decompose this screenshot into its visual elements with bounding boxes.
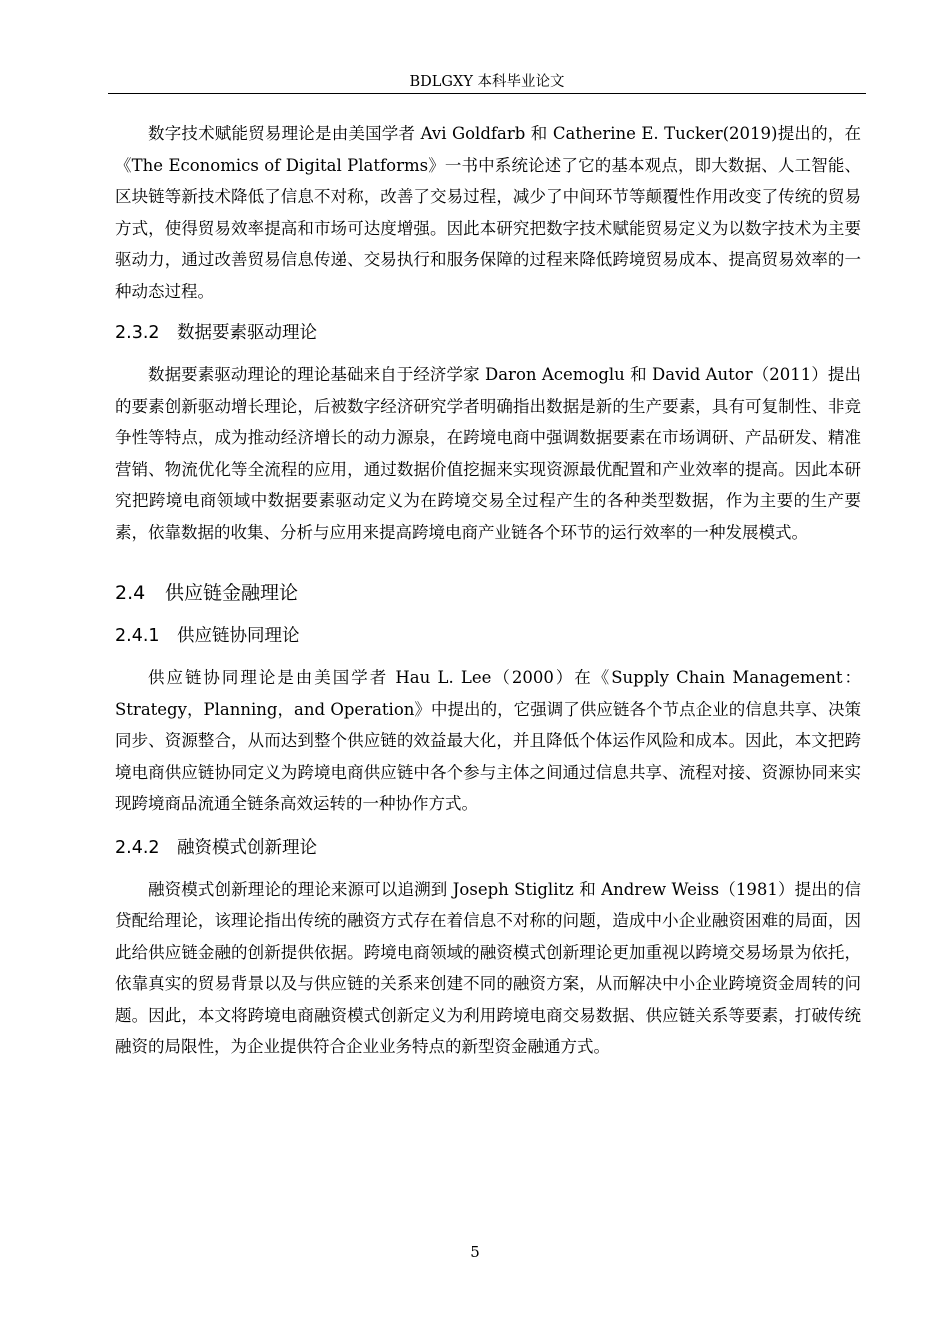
- paragraph-2-3-2: 数据要素驱动理论的理论基础来自于经济学家 Daron Acemoglu 和 David Autor（2011）提出的要素创新驱动增长理论，后被数字经济研究学者明确指出数据是新的生产要素，具有可复制性、非竞争性等特点，成为推动经济增长的动力源泉，在跨境电商中强调数据要素在市场调研、产品研发、精准营销、物流优化等全流程的应用，通过数据价值挖掘来实现资源最优配置和产业效率的提高。因此本研究把跨境电商领域中数据要素驱动定义为在跨境交易全过程产生的各种类型数据，作为主要的生产要素，依靠数据的收集、分析与应用来提高跨境电商产业链各个环节的运行效率的一种发展模式。: [115, 365, 861, 542]
- section-number: 2.4.2: [115, 837, 160, 858]
- section-number: 2.3.2: [115, 323, 160, 343]
- page-number: 5: [470, 1243, 480, 1261]
- section-title: 供应链协同理论: [177, 626, 300, 646]
- section-title: 融资模式创新理论: [177, 837, 317, 858]
- section-heading-2-4-2: [115, 834, 861, 862]
- section-number: 2.4.1: [115, 626, 160, 646]
- section-number: 2.4: [115, 582, 146, 604]
- page-body: [115, 118, 861, 1063]
- section-heading-2-4: [115, 578, 861, 608]
- paragraph-2-4-2: 融资模式创新理论的理论来源可以追溯到 Joseph Stiglitz 和 Andrew Weiss（1981）提出的信贷配给理论，该理论指出传统的融资方式存在着信息不对称的问题，造成中小企业融资困难的局面，因此给供应链金融的创新提供依据。跨境电商领域的融资模式创新理论更加重视以跨境交易场景为依托，依靠真实的贸易背景以及与供应链的关系来创建不同的融资方案，从而解决中小企业跨境资金周转的问题。因此，本文将跨境电商融资模式创新定义为利用跨境电商交易数据、供应链关系等要素，打破传统融资的局限性，为企业提供符合企业业务特点的新型资金融通方式。: [115, 879, 861, 1056]
- paragraph-2-4-1: 供应链协同理论是由美国学者 Hau L. Lee（2000）在《Supply Chain Management：Strategy，Planning，and Operation》中提出的，它强调了供应链各个节点企业的信息共享、决策同步、资源整合，从而达到整个供应链的效益最大化，并且降低个体运作风险和成本。因此，本文把跨境电商供应链协同定义为跨境电商供应链中各个参与主体之间通过信息共享、流程对接、资源协同来实现跨境商品流通全链条高效运转的一种协作方式。: [115, 668, 861, 813]
- section-title: 数据要素驱动理论: [177, 323, 317, 343]
- section-heading-2-4-1: [115, 622, 861, 650]
- section-title: 供应链金融理论: [165, 582, 299, 604]
- header-rule: [108, 93, 866, 94]
- section-heading-2-3-2: [115, 319, 861, 347]
- running-header: BDLGXY 本科毕业论文: [409, 74, 565, 90]
- intro-paragraph: 数字技术赋能贸易理论是由美国学者 Avi Goldfarb 和 Catherine E. Tucker(2019)提出的，在《The Economics of Digital Platforms》一书中系统论述了它的基本观点，即大数据、人工智能、区块链等新技术降低了信息不对称，改善了交易过程，减少了中间环节等颠覆性作用改变了传统的贸易方式，使得贸易效率提高和市场可达度增强。因此本研究把数字技术赋能贸易定义为以数字技术为主要驱动力，通过改善贸易信息传递、交易执行和服务保障的过程来降低跨境贸易成本、提高贸易效率的一种动态过程。: [115, 124, 861, 301]
